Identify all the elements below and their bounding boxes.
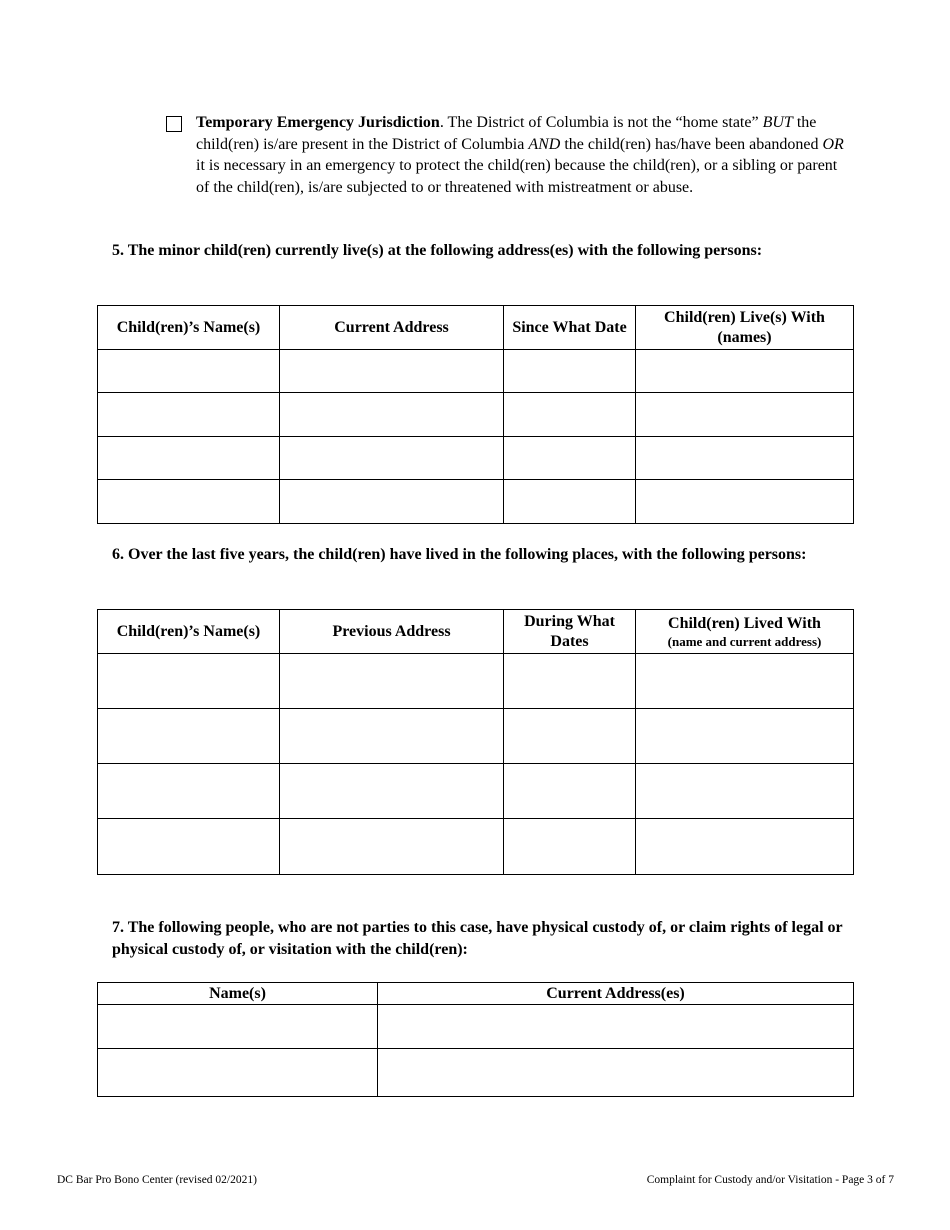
footer-right: Complaint for Custody and/or Visitation - Page 3 of 7	[646, 1174, 894, 1186]
current-address-input[interactable]	[280, 361, 503, 382]
section-7-heading: 7. The following people, who are not parties to this case, have physical custody of, or claim rights of legal or physical custody of, or visitation with the child(ren):	[112, 919, 843, 958]
table-row	[98, 709, 854, 764]
header-during-what-dates: During What Dates	[504, 610, 636, 654]
child-name-input[interactable]	[98, 404, 279, 425]
table-row	[98, 480, 854, 524]
previous-address-input[interactable]	[280, 726, 503, 747]
previous-address-input[interactable]	[280, 836, 503, 857]
during-dates-input[interactable]	[504, 726, 635, 747]
lived-with-input[interactable]	[636, 726, 853, 747]
table-row	[98, 819, 854, 875]
section-5-heading: 5. The minor child(ren) currently live(s) at the following address(es) with the following persons:	[112, 242, 763, 259]
claimant-address-input[interactable]	[378, 1062, 853, 1083]
jurisdiction-but: BUT	[762, 114, 793, 131]
table-row	[98, 654, 854, 709]
current-address-input[interactable]	[280, 404, 503, 425]
since-date-input[interactable]	[504, 404, 635, 425]
during-dates-input[interactable]	[504, 781, 635, 802]
previous-address-input[interactable]	[280, 781, 503, 802]
current-address-input[interactable]	[280, 448, 503, 469]
table-row	[98, 350, 854, 393]
lives-with-input[interactable]	[636, 361, 853, 382]
table-row	[98, 437, 854, 480]
header-children-names: Child(ren)’s Name(s)	[98, 610, 280, 654]
header-names: Name(s)	[98, 983, 378, 1005]
lived-with-input[interactable]	[636, 836, 853, 857]
table-row	[98, 764, 854, 819]
table-row	[98, 1049, 854, 1097]
jurisdiction-text-3: the child(ren) has/have been abandoned	[560, 135, 823, 153]
table-header-row	[98, 610, 854, 654]
claimant-name-input[interactable]	[98, 1062, 377, 1083]
header-children-names: Child(ren)’s Name(s)	[98, 306, 280, 350]
jurisdiction-title: Temporary Emergency Jurisdiction	[196, 114, 440, 131]
child-name-input[interactable]	[98, 726, 279, 747]
table-header-row	[98, 983, 854, 1005]
section-6-heading: 6. Over the last five years, the child(ren) have lived in the following places, with the following persons:	[112, 546, 807, 563]
table-row	[98, 1005, 854, 1049]
lived-with-input[interactable]	[636, 781, 853, 802]
child-name-input[interactable]	[98, 361, 279, 382]
since-date-input[interactable]	[504, 491, 635, 512]
table-row	[98, 393, 854, 437]
during-dates-input[interactable]	[504, 836, 635, 857]
header-previous-address: Previous Address	[280, 610, 504, 654]
jurisdiction-text-4: it is necessary in an emergency to protect the child(ren) because the child(ren), or a sibling or parent of the child(ren), is/are subjected to or threatened with mistreatment or abuse.	[196, 157, 838, 196]
header-current-address: Current Address	[280, 306, 504, 350]
previous-residence-table	[97, 609, 854, 875]
header-lived-with-sublabel: (name and current address)	[667, 633, 822, 649]
since-date-input[interactable]	[504, 448, 635, 469]
header-lived-with-label: Child(ren) Lived With	[668, 614, 821, 632]
child-name-input[interactable]	[98, 491, 279, 512]
jurisdiction-text-2: the child(ren) is/are present in the District of Columbia	[196, 114, 817, 153]
claimant-name-input[interactable]	[98, 1016, 377, 1037]
temporary-emergency-jurisdiction-text	[196, 112, 846, 198]
footer-left: DC Bar Pro Bono Center (revised 02/2021)	[57, 1174, 257, 1186]
current-residence-table	[97, 305, 854, 524]
lives-with-input[interactable]	[636, 448, 853, 469]
jurisdiction-text-1: . The District of Columbia is not the “home state”	[439, 114, 763, 131]
lived-with-input[interactable]	[636, 671, 853, 692]
header-since-what-date: Since What Date	[504, 306, 636, 350]
child-name-input[interactable]	[98, 671, 279, 692]
since-date-input[interactable]	[504, 361, 635, 382]
current-address-input[interactable]	[280, 491, 503, 512]
previous-address-input[interactable]	[280, 671, 503, 692]
during-dates-input[interactable]	[504, 671, 635, 692]
child-name-input[interactable]	[98, 448, 279, 469]
lives-with-input[interactable]	[636, 491, 853, 512]
header-current-addresses: Current Address(es)	[378, 983, 854, 1005]
header-children-live-with: Child(ren) Live(s) With (names)	[636, 306, 854, 350]
custody-claimants-table	[97, 982, 854, 1097]
child-name-input[interactable]	[98, 781, 279, 802]
table-header-row	[98, 306, 854, 350]
claimant-address-input[interactable]	[378, 1016, 853, 1037]
header-children-lived-with	[636, 610, 854, 654]
jurisdiction-and: AND	[528, 135, 561, 153]
temporary-emergency-jurisdiction-checkbox[interactable]	[166, 116, 182, 132]
lives-with-input[interactable]	[636, 404, 853, 425]
child-name-input[interactable]	[98, 836, 279, 857]
jurisdiction-or: OR	[822, 135, 844, 153]
